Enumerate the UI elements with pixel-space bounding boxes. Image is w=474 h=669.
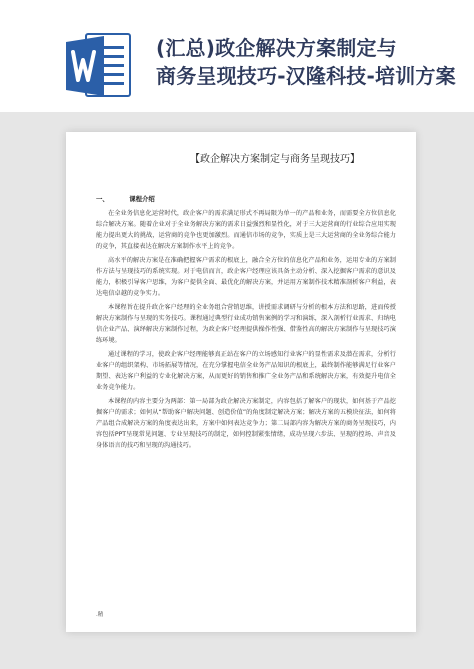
header: [0, 0, 474, 112]
document-title: [156, 34, 456, 90]
document-page: [66, 132, 416, 632]
section-title-text: 课程介绍: [129, 195, 155, 203]
paragraph: 本课程旨在提升政企客户经理的全业务组合营销思维，讲授需求调研与分析的根本方法和思路，进而传授解决方案制作与呈现的实务技巧。课程通过典型行业成功销售案例的学习和演练，深入剖析行业需求、归纳电信企业产品、演绎解决方案制作过程，为政企客户经理提供操作性强、借鉴性高的解决方案制作与呈现技巧演练环境。: [96, 304, 396, 344]
document-heading: 【政企解决方案制定与商务呈现技巧】: [190, 154, 360, 165]
footer-note: .精: [96, 612, 104, 618]
body-text: [96, 208, 396, 451]
word-icon: [64, 30, 134, 102]
section-number: 一、: [96, 195, 109, 203]
title-line-2: 商务呈现技巧-汉隆科技-培训方案: [156, 64, 456, 88]
paragraph: 在全业务信息化运营时代，政企客户的需求满足形式不再局限为单一的产品和业务，而需要全方位信息化综合解决方案。随着企业对于全业务解决方案的需求日益强烈和显性化，对于三大运营商的行业综合应用实现能力提出更大的挑战，运营商的竞争也更加激烈。而通信市场的竞争，实质上是三大运营商的全业务综合能力的竞争，其直接表达在解决方案制作水平上的竞争。: [96, 210, 396, 250]
title-line-1: (汇总)政企解决方案制定与: [156, 36, 397, 60]
paragraph: 本课程的内容主要分为两部：第一局部为政企解决方案制定，内容包括了解客户的现状，如何基于产品挖掘客户的需求；如何从“帮助客户解决问题、创造价值”的角度制定解决方案；解决方案的五模块征法，如何将产品组合成解决方案的角度表达出来，方案中如何表达竞争力；第二局部内容为解决方案的商务呈现技巧，内容包括PPT呈现常见问题、专业呈现技巧的制定，如何控制紧张情绪，成功呈现六步法、呈现的控场、声音及身体语言的技巧和呈现的沟通技巧。: [96, 398, 396, 449]
paragraph: 高水平的解决方案是在准确把握客户需求的根底上，融合全方位的信息化产品和业务，运用专业的方案制作方法与呈现技巧的系统实现。对于电信而言，政企客户经理应该具备主动分析、深入挖掘客户需求的意识及能力，积极引导客户思维，为客户提供全面、最优化的解决方案，并运用方案制作技术精准剖析客户利益，表达电信卓越的竞争实力。: [96, 257, 396, 297]
paragraph: 通过课程的学习，使政企客户经理能够真正站在客户的立场感知行业客户的显性需求及潜在需求，分析行业客户的组织架构、市场拓展等情况，在充分掌握电信全业务产品知识的根底上，最终制作能够满足行业客户期望、表达客户利益的专业化解决方案，从而更好的销售和推广全业务产品和系统解决方案，有效提升电信全业务竞争能力。: [96, 351, 396, 391]
section-title: [96, 194, 155, 203]
